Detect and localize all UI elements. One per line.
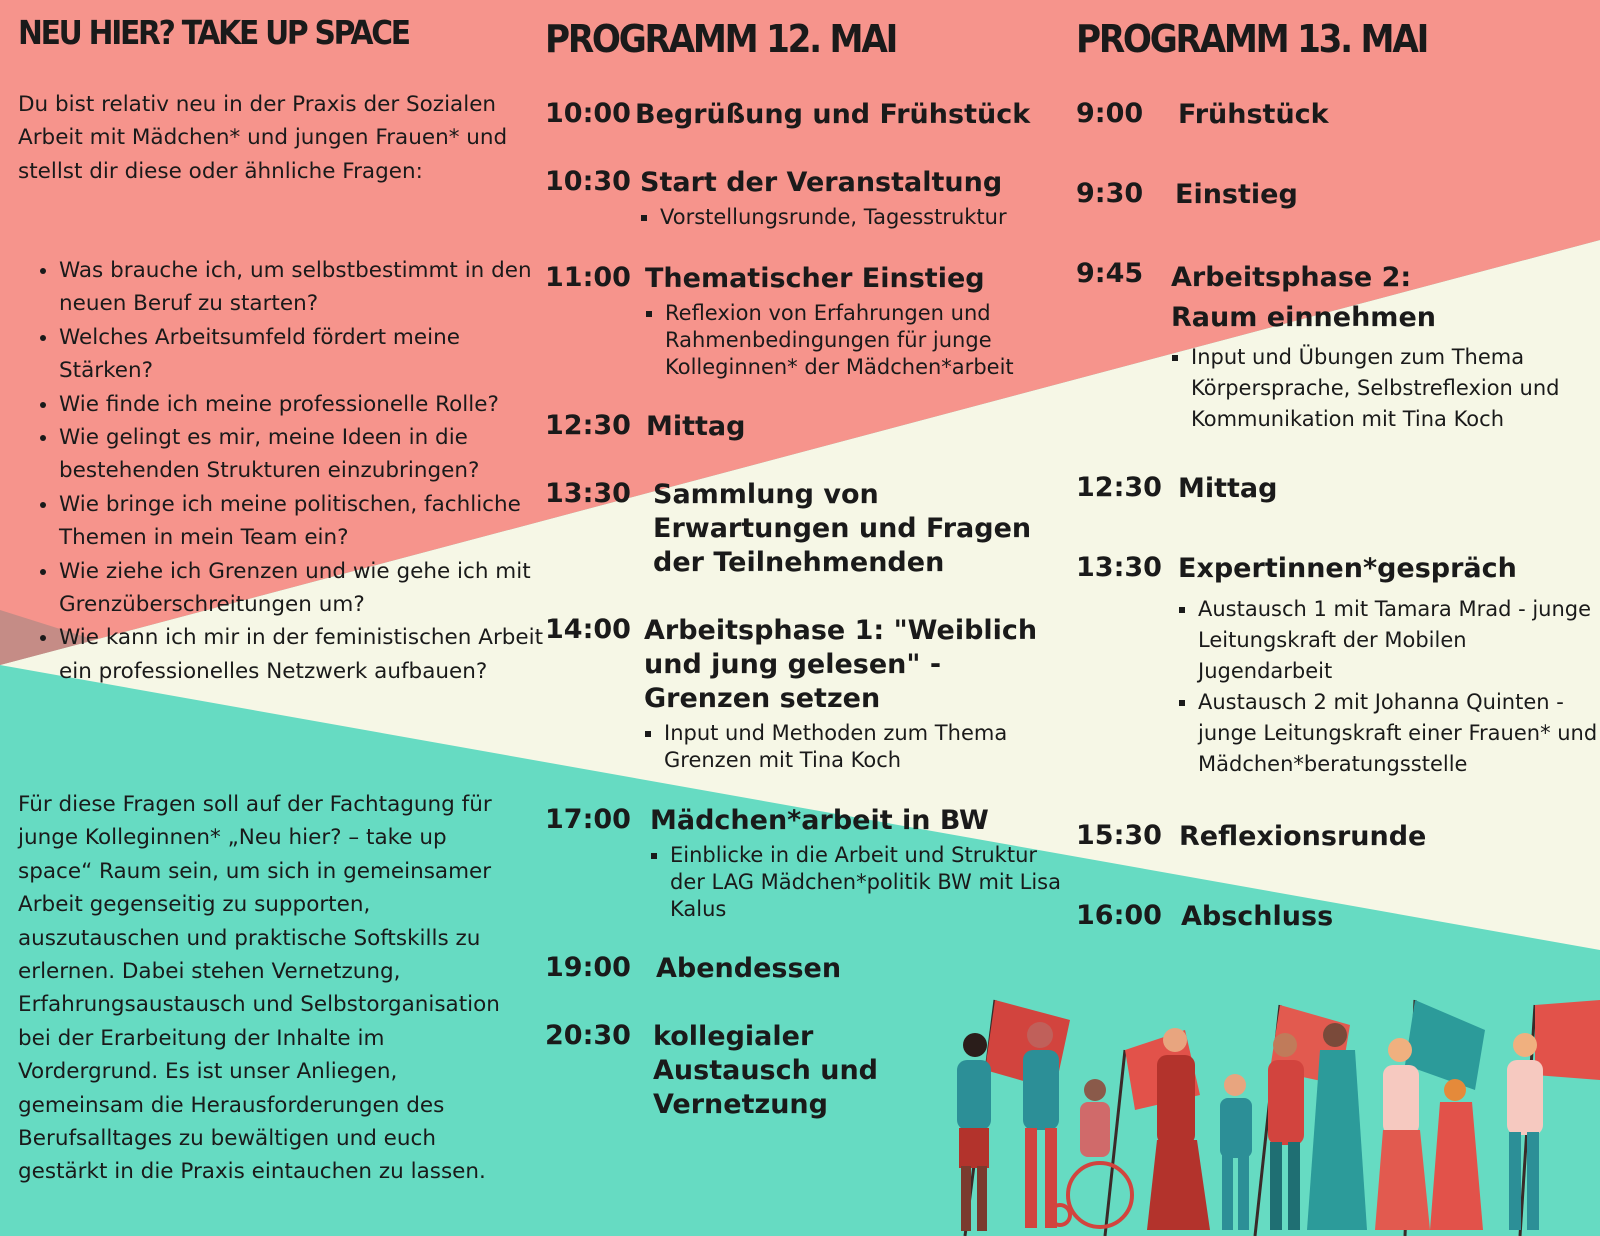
entry-time: 11:00 <box>545 262 631 293</box>
entry-title: Abendessen <box>656 953 842 984</box>
intro-text: Du bist relativ neu in der Praxis der Sozialen Arbeit mit Mädchen* und jungen Frauen* und stellst dir diese oder ähnliche Fragen: <box>18 92 508 184</box>
entry-time: 16:00 <box>1076 900 1162 931</box>
question-item: • Was brauche ich, um selbstbestimmt in den neuen Beruf zu starten? <box>59 254 559 321</box>
question-item: • Wie gelingt es mir, meine Ideen in die bestehenden Strukturen einzubringen? <box>59 421 559 488</box>
entry-title: Start der Veranstaltung <box>640 167 1003 198</box>
entry-details <box>640 300 1060 381</box>
entry-title: Arbeitsphase 2: Raum einnehmen <box>1171 262 1436 333</box>
intro-heading: NEU HIER? TAKE UP SPACE <box>18 13 409 52</box>
day1-heading: PROGRAMM 12. MAI <box>545 17 897 61</box>
entry-time: 20:30 <box>545 1020 631 1051</box>
entry-details <box>1166 342 1591 435</box>
entry-detail-item: ▪ Input und Methoden zum Thema Grenzen mit Tina Koch <box>664 720 1059 774</box>
entry-detail-item: ▪ Austausch 1 mit Tamara Mrad - junge Leitungskraft der Mobilen Jugendarbeit <box>1198 594 1598 687</box>
entry-details <box>635 204 1055 231</box>
question-item: • Wie bringe ich meine politischen, fachliche Themen in mein Team ein? <box>59 488 559 555</box>
question-item: • Welches Arbeitsumfeld fördert meine Stärken? <box>59 321 559 388</box>
question-item: • Wie finde ich meine professionelle Rolle? <box>59 388 559 421</box>
protest-crowd-illustration <box>935 990 1600 1236</box>
entry-detail-item: ▪ Reflexion von Erfahrungen und Rahmenbedingungen für junge Kolleginnen* der Mädchen*arbeit <box>665 300 1060 381</box>
entry-time: 10:30 <box>545 166 631 197</box>
entry-title: kollegialer Austausch und Vernetzung <box>653 1021 879 1120</box>
outro-text: Für diese Fragen soll auf der Fachtagung für junge Kolleginnen* „Neu hier? – take up space“ Raum sein, um sich in gemeinsamer Arbeit gegenseitig zu supporten, auszutauschen und praktische Softskills zu erlernen. Dabei stehen Vernetzung, Erfahrungsaustausch und Selbstorganisation bei der Erarbeitung der Inhalte im Vordergrund. Es ist unser Anliegen, gemeinsam die Herausforderungen des Berufsalltages zu bewältigen und euch gestärkt in die Praxis eintauchen zu lassen. <box>18 792 500 1185</box>
entry-details <box>639 720 1059 774</box>
question-item: • Wie kann ich mir in der feministischen Arbeit ein professionelles Netzwerk aufbauen? <box>59 621 559 688</box>
entry-time: 14:00 <box>545 614 631 645</box>
entry-detail-item: ▪ Vorstellungsrunde, Tagesstruktur <box>660 204 1055 231</box>
entry-time: 9:30 <box>1076 178 1144 209</box>
entry-title: Mittag <box>646 411 746 442</box>
entry-time: 19:00 <box>545 952 631 983</box>
entry-title: Thematischer Einstieg <box>645 263 985 294</box>
entry-details <box>1173 594 1598 780</box>
entry-title: Sammlung von Erwartungen und Fragen der Teilnehmenden <box>653 479 1032 578</box>
entry-title: Mädchen*arbeit in BW <box>650 805 989 836</box>
entry-title: Arbeitsphase 1: "Weiblich und jung gelesen" - Grenzen setzen <box>644 615 1038 714</box>
entry-time: 10:00 <box>545 98 631 129</box>
question-item: • Wie ziehe ich Grenzen und wie gehe ich mit Grenzüberschreitungen um? <box>59 555 559 622</box>
entry-title: Reflexionsrunde <box>1179 821 1427 852</box>
entry-time: 13:30 <box>545 478 631 509</box>
day2-heading: PROGRAMM 13. MAI <box>1076 17 1428 61</box>
entry-title: Abschluss <box>1181 901 1334 932</box>
entry-time: 12:30 <box>1076 472 1162 503</box>
entry-title: Expertinnen*gespräch <box>1178 553 1517 584</box>
entry-time: 9:45 <box>1076 258 1144 289</box>
entry-time: 15:30 <box>1076 820 1162 851</box>
entry-detail-item: ▪ Einblicke in die Arbeit und Struktur der LAG Mädchen*politik BW mit Lisa Kalus <box>670 842 1065 923</box>
entry-time: 12:30 <box>545 410 631 441</box>
entry-detail-item: ▪ Austausch 2 mit Johanna Quinten - junge Leitungskraft einer Frauen* und Mädchen*beratungsstelle <box>1198 687 1598 780</box>
entry-time: 9:00 <box>1076 98 1144 129</box>
entry-title: Mittag <box>1178 473 1278 504</box>
entry-details <box>645 842 1065 923</box>
entry-time: 17:00 <box>545 804 631 835</box>
entry-title: Begrüßung und Frühstück <box>635 99 1031 130</box>
entry-time: 13:30 <box>1076 552 1162 583</box>
entry-title: Frühstück <box>1178 99 1329 130</box>
question-list <box>18 254 559 688</box>
entry-title: Einstieg <box>1175 179 1298 210</box>
entry-detail-item: ▪ Input und Übungen zum Thema Körpersprache, Selbstreflexion und Kommunikation mit Tina Koch <box>1191 342 1591 435</box>
